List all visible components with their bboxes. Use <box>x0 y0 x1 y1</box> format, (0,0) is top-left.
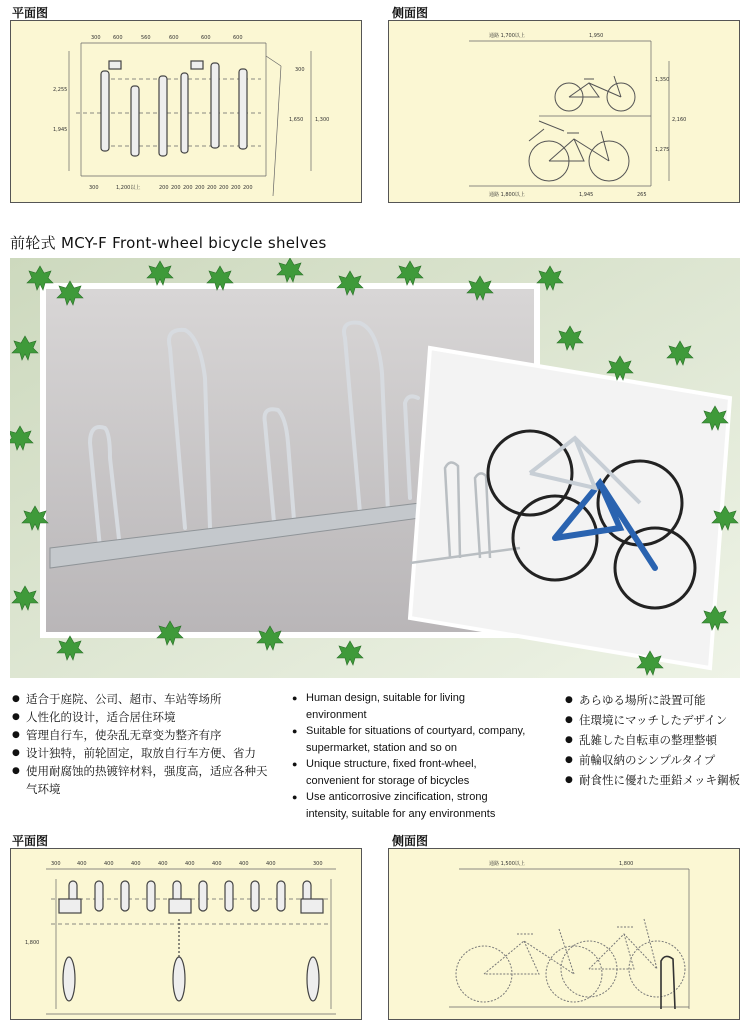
bottom-plan-drawing <box>10 848 362 1020</box>
top-plan-label: 平面图 <box>12 6 49 20</box>
plan-dim-right-3: 300 <box>295 67 305 73</box>
top-plan-drawing <box>10 20 362 203</box>
plan-dim-bottom-1: 300 <box>89 185 99 191</box>
plan2-dim-left-1: 1,800 <box>25 940 40 946</box>
plan-dim-right-1: 1,650 <box>289 117 304 123</box>
feature-jp-item: ● 住環境にマッチしたデザイン <box>565 710 745 730</box>
features-japanese-list <box>565 690 745 790</box>
side2-dim-top-2: 1,800 <box>619 861 634 867</box>
feature-en-item: ● Use anticorrosive zincification, strong intensity, suitable for any environments <box>292 789 527 822</box>
plan-dim-bottom-8: 200 <box>219 185 229 191</box>
plan-dim-top-3: 560 <box>141 35 151 41</box>
plan-dim-top-2: 600 <box>113 35 123 41</box>
feature-jp-item: ● 乱雑した自転車の整理整頓 <box>565 730 745 750</box>
bottom-side-drawing <box>388 848 740 1020</box>
plan-dim-bottom-7: 200 <box>207 185 217 191</box>
side-dim-bottom-2: 1,945 <box>579 192 594 198</box>
plan-dim-top-5: 600 <box>201 35 211 41</box>
feature-jp-item: ● 耐食性に優れた亜鉛メッキ鋼板 <box>565 770 745 790</box>
plan2-dim-top-4: 400 <box>131 861 141 867</box>
side2-dim-top-1: 通路 1,500以上 <box>489 861 525 867</box>
feature-cn-item: ● 管理自行车，使杂乱无章变为整齐有序 <box>12 726 277 744</box>
plan-dim-bottom-9: 200 <box>231 185 241 191</box>
plan2-dim-top-10: 300 <box>313 861 323 867</box>
plan-dim-bottom-5: 200 <box>183 185 193 191</box>
top-side-label: 侧面图 <box>392 6 429 20</box>
plan-dim-bottom-10: 200 <box>243 185 253 191</box>
product-photo-illustration <box>10 258 740 678</box>
plan2-dim-top-6: 400 <box>185 861 195 867</box>
side-view-diagram-2 <box>389 849 740 1020</box>
feature-cn-item: ● 适合于庭院、公司、超市、车站等场所 <box>12 690 277 708</box>
bottom-plan-label: 平面图 <box>12 834 49 848</box>
plan-dim-top-4: 600 <box>169 35 179 41</box>
plan-dim-bottom-4: 200 <box>171 185 181 191</box>
feature-jp-item: ● あらゆる場所に設置可能 <box>565 690 745 710</box>
side-dim-bottom-1: 通路 1,800以上 <box>489 192 525 198</box>
plan-dim-left-1: 2,255 <box>53 87 68 93</box>
side-view-diagram <box>389 21 740 203</box>
plan-dim-right-2: 1,300 <box>315 117 330 123</box>
plan-dim-top-6: 600 <box>233 35 243 41</box>
plan-dim-bottom-3: 200 <box>159 185 169 191</box>
feature-en-item: ● Unique structure, fixed front-wheel, convenient for storage of bicycles <box>292 756 527 789</box>
plan2-dim-top-1: 300 <box>51 861 61 867</box>
plan-view-diagram-2 <box>11 849 362 1020</box>
product-heading: 前轮式 MCY-F Front-wheel bicycle shelves <box>10 234 327 252</box>
plan-dim-left-2: 1,945 <box>53 127 68 133</box>
feature-cn-item: ● 人性化的设计，适合居住环境 <box>12 708 277 726</box>
plan2-dim-top-9: 400 <box>266 861 276 867</box>
features-chinese-list <box>12 690 277 798</box>
side-dim-right-1: 1,350 <box>655 77 670 83</box>
plan-dim-bottom-6: 200 <box>195 185 205 191</box>
features-english-list <box>292 690 527 822</box>
plan-dim-bottom-2: 1,200以上 <box>116 185 141 191</box>
plan-view-diagram <box>11 21 362 203</box>
bottom-side-label: 侧面图 <box>392 834 429 848</box>
side-dim-right-3: 1,275 <box>655 147 670 153</box>
feature-cn-item: ● 设计独特，前轮固定，取放自行车方便、省力 <box>12 744 277 762</box>
top-side-drawing <box>388 20 740 203</box>
side-dim-top-2: 1,950 <box>589 33 604 39</box>
feature-cn-item: ● 使用耐腐蚀的热镀锌材料，强度高，适应各种天气环境 <box>12 762 277 798</box>
product-photo-collage <box>10 258 740 678</box>
feature-en-item: ● Human design, suitable for living environment <box>292 690 527 723</box>
feature-jp-item: ● 前輪収納のシンプルタイプ <box>565 750 745 770</box>
plan2-dim-top-2: 400 <box>77 861 87 867</box>
plan2-dim-top-8: 400 <box>239 861 249 867</box>
plan2-dim-top-3: 400 <box>104 861 114 867</box>
plan-dim-top-1: 300 <box>91 35 101 41</box>
side-dim-right-2: 2,160 <box>672 117 687 123</box>
feature-en-item: ● Suitable for situations of courtyard, company, supermarket, station and so on <box>292 723 527 756</box>
side-dim-top-1: 通路 1,700以上 <box>489 33 525 39</box>
plan2-dim-top-5: 400 <box>158 861 168 867</box>
plan2-dim-top-7: 400 <box>212 861 222 867</box>
side-dim-bottom-3: 265 <box>637 192 647 198</box>
